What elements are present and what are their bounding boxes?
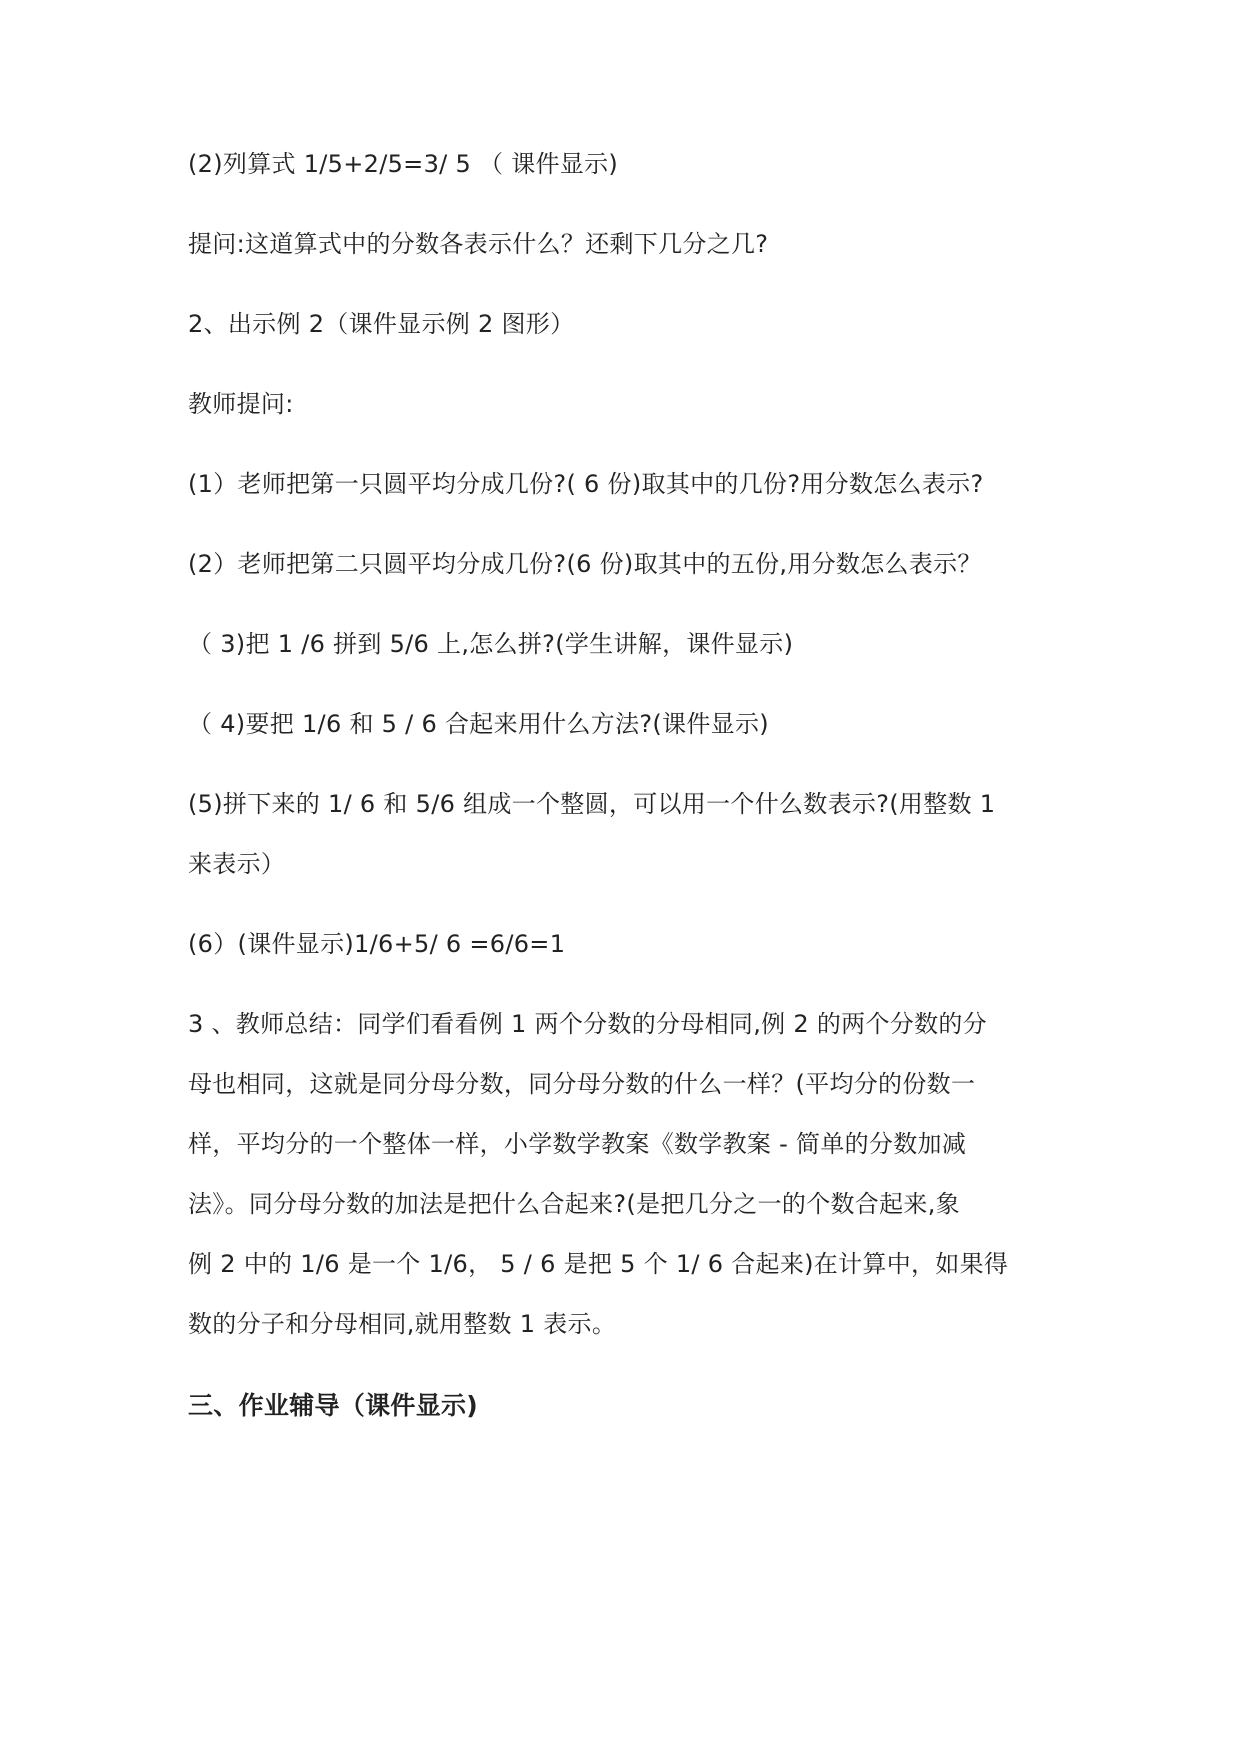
text-line-15: 法》。同分母分数的加法是把什么合起来?(是把几分之一的个数合起来,象 — [188, 1190, 960, 1218]
text-line-7: （ 3)把 1 /6 拼到 5/6 上,怎么拼?(学生讲解，课件显示) — [188, 630, 794, 658]
text-line-16: 例 2 中的 1/6 是一个 1/6， 5 / 6 是把 5 个 1/ 6 合起来)在计算中，如果得 — [188, 1250, 1009, 1278]
text-line-9: (5)拼下来的 1/ 6 和 5/6 组成一个整圆，可以用一个什么数表示?(用整数 1 — [188, 790, 996, 818]
text-line-3: 2、出示例 2（课件显示例 2 图形） — [188, 310, 575, 338]
text-line-6: (2）老师把第二只圆平均分成几份?(6 份)取其中的五份,用分数怎么表示？ — [188, 550, 982, 578]
text-line-1: (2)列算式 1/5+2/5=3/ 5 （ 课件显示) — [188, 150, 619, 178]
text-line-11: (6）(课件显示)1/6+5/ 6 =6/6=1 — [188, 930, 566, 958]
text-line-5: (1）老师把第一只圆平均分成几份?( 6 份)取其中的几份?用分数怎么表示? — [188, 470, 984, 498]
text-line-8: （ 4)要把 1/6 和 5 / 6 合起来用什么方法?(课件显示) — [188, 710, 769, 738]
text-line-2: 提问:这道算式中的分数各表示什么？还剩下几分之几? — [188, 230, 769, 258]
section-heading: 三、作业辅导（课件显示) — [188, 1391, 479, 1420]
text-line-17: 数的分子和分母相同,就用整数 1 表示。 — [188, 1310, 617, 1338]
text-line-4: 教师提问: — [188, 390, 294, 418]
text-line-14: 样，平均分的一个整体一样，小学数学教案《数学教案 - 简单的分数加减 — [188, 1130, 967, 1158]
text-line-10: 来表示） — [188, 850, 286, 878]
text-line-13: 母也相同，这就是同分母分数，同分母分数的什么一样？(平均分的份数一 — [188, 1070, 976, 1098]
text-line-12: 3 、教师总结：同学们看看例 1 两个分数的分母相同,例 2 的两个分数的分 — [188, 1010, 987, 1038]
